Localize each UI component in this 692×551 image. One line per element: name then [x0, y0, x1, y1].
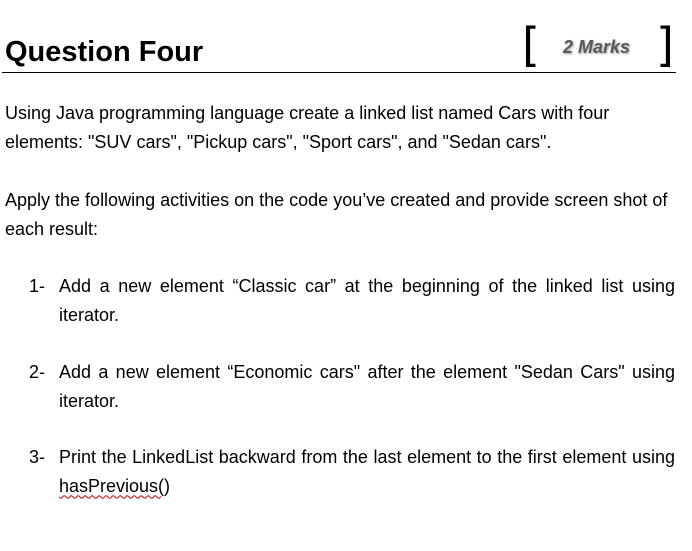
title-divider [2, 72, 676, 73]
task-item-1 [29, 272, 675, 329]
task-text: Add a new element “Economic cars" after the element "Sedan Cars" using iterator. [59, 362, 675, 411]
task-text: Add a new element “Classic car” at the beginning of the linked list using iterator. [59, 276, 675, 325]
task-text-before: Print the LinkedList backward from the last element to the first element using [59, 447, 675, 467]
question-header [0, 0, 692, 74]
task-number: 3- [29, 447, 46, 467]
task-number: 1- [29, 276, 46, 296]
task-item-3 [29, 443, 675, 500]
instructions-paragraph: Apply the following activities on the code you’ve created and provide screen shot of each result: [5, 190, 668, 239]
marks-bracket-close: ] [656, 18, 674, 72]
marks-bracket-open: [ [522, 18, 540, 72]
intro-paragraph: Using Java programming language create a linked list named Cars with four elements: "SUV cars", "Pickup cars", "Sport cars", and "Sedan cars". [5, 103, 610, 152]
task-item-2 [29, 358, 675, 415]
question-title: Question Four [5, 36, 204, 68]
method-name-spellcheck: hasPrevious( [59, 475, 165, 496]
task-text [59, 443, 675, 500]
task-number: 2- [29, 362, 46, 382]
task-text-after: ) [164, 475, 171, 496]
marks-label: 2 Marks [563, 37, 631, 57]
